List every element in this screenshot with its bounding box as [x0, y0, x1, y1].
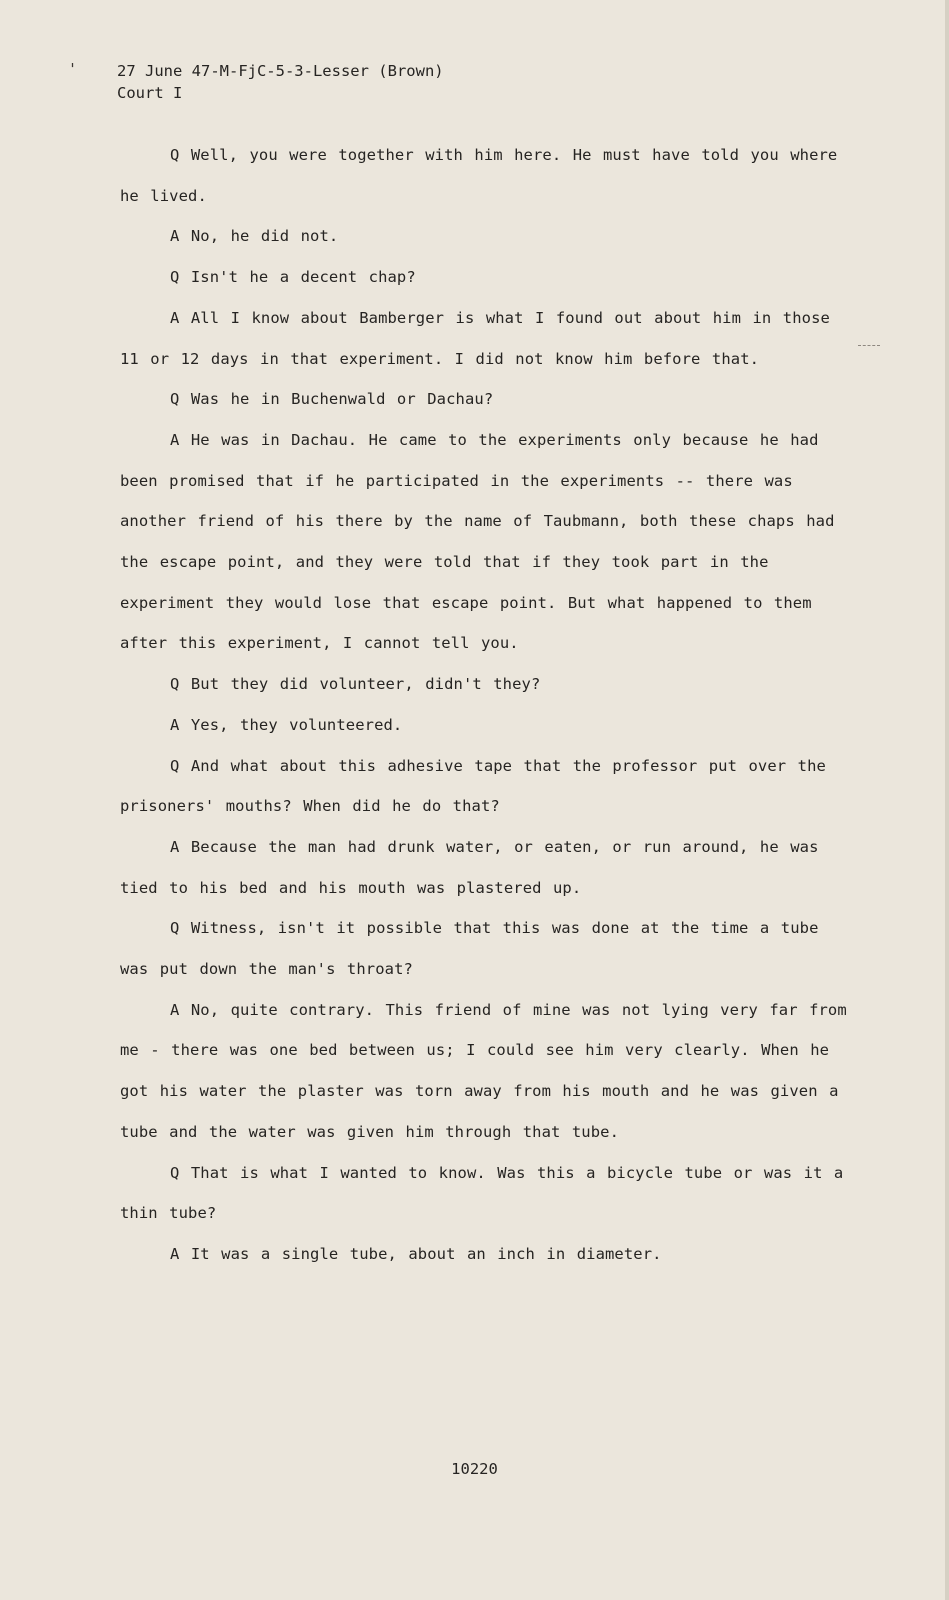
- margin-mark: ': [68, 60, 78, 78]
- transcript-paragraph: Q Isn't he a decent chap?: [170, 268, 416, 287]
- transcript-body: [120, 135, 850, 1275]
- transcript-paragraph: Q And what about this adhesive tape that the professor put over the prisoners' mouths? When did he do that?: [120, 756, 826, 816]
- header-court-line: Court I: [117, 84, 183, 102]
- transcript-paragraph: Q Witness, isn't it possible that this was done at the time a tube was put down the man's throat?: [120, 919, 819, 979]
- transcript-paragraph: A All I know about Bamberger is what I found out about him in those 11 or 12 days in that experiment. I did not know him before that.: [120, 308, 830, 368]
- document-header: [117, 60, 444, 104]
- transcript-paragraph: A Yes, they volunteered.: [170, 715, 403, 734]
- transcript-paragraph: Q But they did volunteer, didn't they?: [170, 675, 541, 694]
- transcript-paragraph: A No, he did not.: [170, 227, 339, 246]
- transcript-paragraph: Q That is what I wanted to know. Was this a bicycle tube or was it a thin tube?: [120, 1163, 844, 1223]
- header-date-line: 27 June 47-M-FjC-5-3-Lesser (Brown): [117, 62, 444, 80]
- transcript-paragraph: A He was in Dachau. He came to the experiments only because he had been promised that if he participated in the experiments -- there was another friend of his there by the name of Taubmann, both these chaps had the escape point, and they were told that if they took part in the experiment they would lose that escape point. But what happened to them after this experiment, I cannot tell you.: [120, 430, 835, 653]
- margin-dash-mark: [858, 345, 880, 346]
- page-number: 10220: [451, 1460, 498, 1478]
- transcript-paragraph: A It was a single tube, about an inch in diameter.: [170, 1244, 662, 1263]
- transcript-paragraph: Q Well, you were together with him here. He must have told you where he lived.: [120, 146, 838, 205]
- transcript-paragraph: A No, quite contrary. This friend of mine was not lying very far from me - there was one bed between us; I could see him very clearly. When he got his water the plaster was torn away from his mouth and he was given a tube and the water was given him through that tube.: [120, 1000, 847, 1141]
- transcript-paragraph: A Because the man had drunk water, or eaten, or run around, he was tied to his bed and his mouth was plastered up.: [120, 837, 819, 897]
- transcript-paragraph: Q Was he in Buchenwald or Dachau?: [170, 390, 494, 409]
